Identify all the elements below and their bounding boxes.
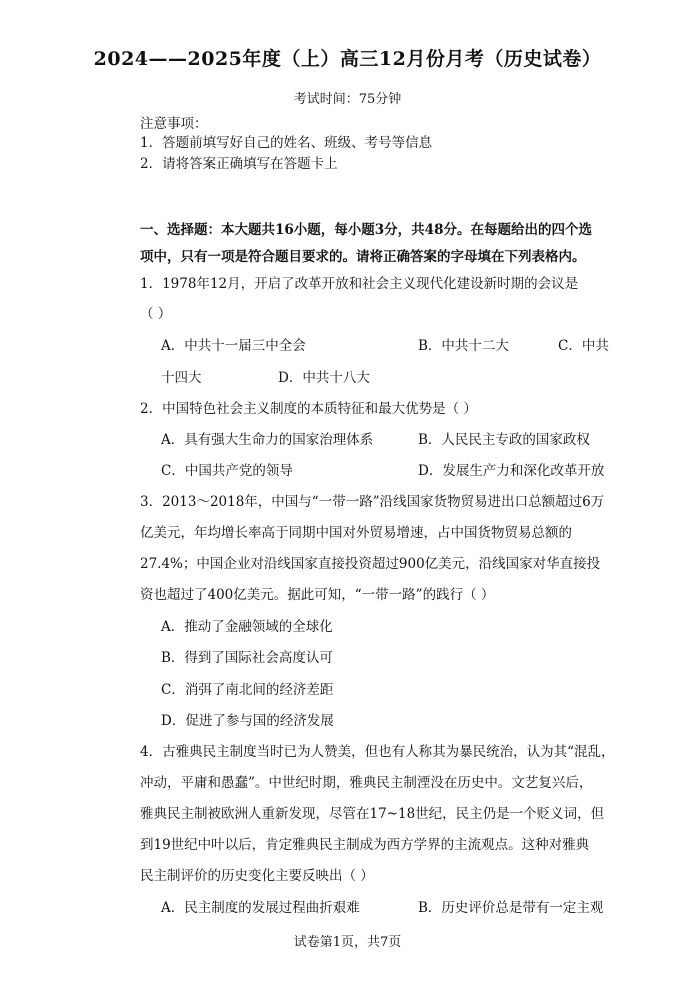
page-title: 2024——2025年度（上）高三12月份月考（历史试卷） — [93, 48, 602, 70]
option-d: D．促进了参与国的经济发展 — [161, 713, 334, 729]
section-heading-line: 一、选择题：本大题共16小题，每小题3分，共48分。在每题给出的四个选 — [140, 222, 592, 238]
notes-heading: 注意事项： — [140, 116, 208, 132]
notes-item: 2．请将答案正确填写在答题卡上 — [140, 156, 338, 172]
notes-item: 1．答题前填写好自己的姓名、班级、考号等信息 — [140, 135, 433, 151]
option-d: D．中共十八大 — [278, 370, 370, 386]
exam-time: 考试时间：75分钟 — [293, 92, 402, 107]
question-stem-line: （ ） — [140, 306, 172, 322]
question-stem-line: 民主制评价的历史变化主要反映出（ ） — [140, 868, 374, 884]
option-b: B．历史评价总是带有一定主观 — [418, 900, 604, 916]
option-a: A．中共十一届三中全会 — [161, 338, 306, 354]
option-b: B．得到了国际社会高度认可 — [161, 650, 333, 666]
page-footer: 试卷第1页，共7页 — [293, 935, 402, 950]
option-a: A．民主制度的发展过程曲折艰难 — [161, 900, 360, 916]
option-c-continued: 十四大 — [161, 370, 202, 386]
question-stem-line: 到19世纪中叶以后，肯定雅典民主制成为西方学界的主流观点。这种对雅典 — [140, 837, 590, 853]
question-stem-line: 4．古雅典民主制度当时已为人赞美，但也有人称其为暴民统治，认为其“混乱， — [140, 744, 615, 760]
question-stem-line: 3．2013～2018年，中国与“一带一路”沿线国家货物贸易进出口总额超过6万 — [140, 494, 605, 510]
question-stem-line: 冲动，平庸和愚蠢”。中世纪时期，雅典民主制湮没在历史中。文艺复兴后， — [140, 775, 593, 791]
option-b: B．中共十二大 — [418, 338, 509, 354]
question-stem-line: 27.4%；中国企业对沿线国家直接投资超过900亿美元，沿线国家对华直接投 — [140, 556, 601, 572]
question-stem-line: 雅典民主制被欧洲人重新发现，尽管在17~18世纪，民主仍是一个贬义词，但 — [140, 806, 605, 822]
section-heading-line: 项中，只有一项是符合题目要求的。请将正确答案的字母填在下列表格内。 — [140, 249, 586, 265]
option-b: B．人民民主专政的国家政权 — [418, 432, 590, 448]
option-c: C．中国共产党的领导 — [161, 463, 293, 479]
question-stem-line: 1．1978年12月，开启了改革开放和社会主义现代化建设新时期的会议是 — [140, 276, 579, 292]
option-a: A．具有强大生命力的国家治理体系 — [161, 432, 374, 448]
question-stem-line: 资也超过了400亿美元。据此可知，“一带一路”的践行（ ） — [140, 587, 495, 603]
option-c: C．中共 — [558, 338, 609, 354]
option-d: D．发展生产力和深化改革开放 — [418, 463, 605, 479]
option-a: A．推动了金融领域的全球化 — [161, 619, 333, 635]
question-stem-line: 2．中国特色社会主义制度的本质特征和最大优势是（ ） — [140, 401, 477, 417]
question-stem-line: 亿美元，年均增长率高于同期中国对外贸易增速，占中国货物贸易总额的 — [140, 525, 572, 541]
option-c: C．消弭了南北间的经济差距 — [161, 682, 334, 698]
